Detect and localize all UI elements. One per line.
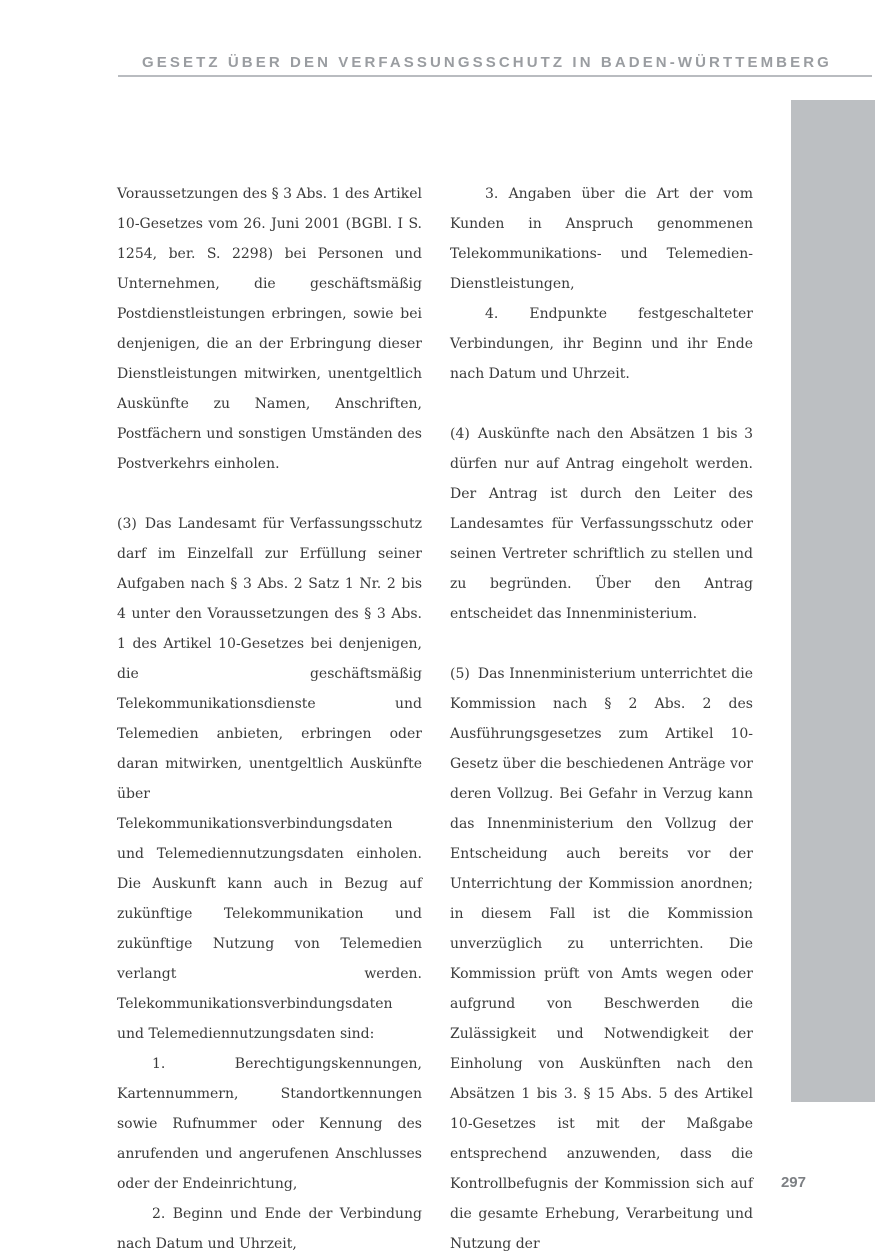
left-column (117, 179, 422, 1259)
paragraph-4 (450, 419, 753, 629)
paragraph-3-text: Das Landesamt für Verfassungsschutz darf im Einzelfall zur Erfüllung seiner Aufgaben nach § 3 Abs. 2 Satz 1 Nr. 2 bis 4 unter den Voraussetzungen des § 3 Abs. 1 des Artikel 10-Gesetzes bei denjenigen, die geschäftsmäßig Telekommunikationsdienste und Telemedien anbieten, erbringen oder daran mitwirken, unentgeltlich Auskünfte über Telekommunikationsverbindungsdaten und Telemediennutzungsdaten einholen. Die Auskunft kann auch in Bezug auf zukünftige Telekommunikation und zukünftige Nutzung von Telemedien verlangt werden. Telekommunikationsverbindungsdaten und Telemediennutzungsdaten sind: (117, 516, 422, 1042)
list-item-2: 2. Beginn und Ende der Verbindung nach Datum und Uhrzeit, (117, 1206, 422, 1252)
list-item-1: 1. Berechtigungskennungen, Kartennummern, Standortkennungen sowie Rufnummer oder Kennung des anrufenden und angerufenen Anschlusses oder der Endeinrichtung, (117, 1056, 422, 1192)
paragraph-4-text: Auskünfte nach den Absätzen 1 bis 3 dürfen nur auf Antrag eingeholt werden. Der Antrag ist durch den Leiter des Landesamtes für Verfassungsschutz oder seinen Vertreter schriftlich zu stellen und zu begründen. Über den Antrag entscheidet das Innenministerium. (450, 426, 753, 622)
side-thumb-tab (791, 100, 875, 1102)
paragraph-3 (117, 509, 422, 1049)
list-item-4: 4. Endpunkte festgeschalteter Verbindungen, ihr Beginn und ihr Ende nach Datum und Uhrzeit. (450, 306, 753, 382)
paragraph-5 (450, 659, 753, 1259)
paragraph-continuation: Voraussetzungen des § 3 Abs. 1 des Artikel 10-Gesetzes vom 26. Juni 2001 (BGBl. I S. 1254, ber. S. 2298) bei Personen und Unternehmen, die geschäftsmäßig Postdienstleistungen erbringen, sowie bei denjenigen, die an der Erbringung dieser Dienstleistungen mitwirken, unentgeltlich Auskünfte zu Namen, Anschriften, Postfächern und sonstigen Umständen des Postverkehrs einholen. (117, 186, 422, 472)
header-rule (118, 75, 872, 77)
list-item-3: 3. Angaben über die Art der vom Kunden in Anspruch genommenen Telekommunikations- und Telemedien-Dienstleistungen, (450, 186, 753, 292)
right-column (450, 179, 753, 1259)
running-header-title: GESETZ ÜBER DEN VERFASSUNGSSCHUTZ IN BADEN-WÜRTTEMBERG (142, 54, 832, 71)
paragraph-4-number: (4) (450, 426, 470, 442)
paragraph-3-number: (3) (117, 516, 137, 532)
page-number: 297 (780, 1174, 806, 1191)
paragraph-5-text: Das Innenministerium unterrichtet die Kommission nach § 2 Abs. 2 des Ausführungsgesetzes zum Artikel 10-Gesetz über die beschiedenen Anträge vor deren Vollzug. Bei Gefahr in Verzug kann das Innenministerium den Vollzug der Entscheidung auch bereits vor der Unterrichtung der Kommission anordnen; in diesem Fall ist die Kommission unverzüglich zu unterrichten. Die Kommission prüft von Amts wegen oder aufgrund von Beschwerden die Zulässigkeit und Notwendigkeit der Einholung von Auskünften nach den Absätzen 1 bis 3. § 15 Abs. 5 des Artikel 10-Gesetzes ist mit der Maßgabe entsprechend anzuwenden, dass die Kontrollbefugnis der Kommission sich auf die gesamte Erhebung, Verarbeitung und Nutzung der (450, 666, 753, 1252)
paragraph-5-number: (5) (450, 666, 470, 682)
